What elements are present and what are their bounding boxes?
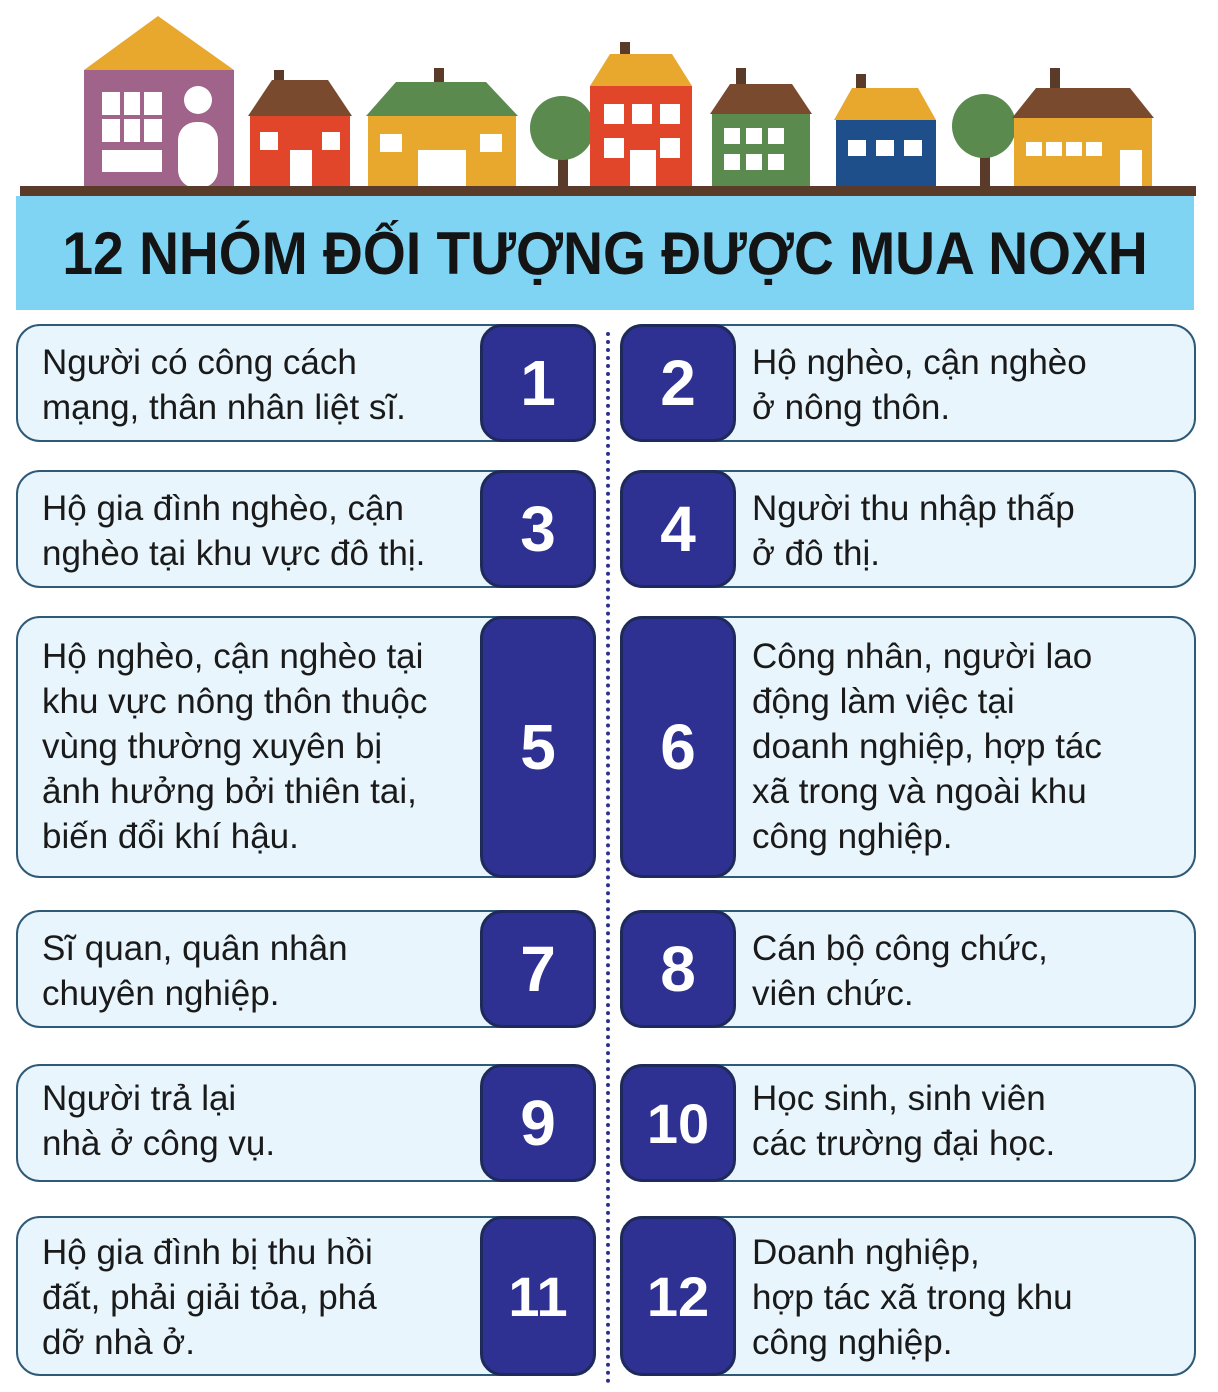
item-number-badge: 5	[480, 616, 596, 878]
item-number-badge: 8	[620, 910, 736, 1028]
item-number-badge: 3	[480, 470, 596, 588]
item-number-badge: 1	[480, 324, 596, 442]
item-text: Hộ gia đình nghèo, cận nghèo tại khu vực đô thị.	[42, 489, 426, 573]
houses-illustration	[0, 0, 1218, 200]
item-text: Công nhân, người lao động làm việc tại doanh nghiệp, hợp tác xã trong và ngoài khu công nghiệp.	[752, 637, 1102, 856]
ground-line	[20, 186, 1196, 196]
center-divider	[606, 332, 610, 1384]
house-red-tall-icon	[590, 42, 692, 188]
item-text: Hộ nghèo, cận nghèo tại khu vực nông thôn thuộc vùng thường xuyên bị ảnh hưởng bởi thiên tai, biến đổi khí hậu.	[42, 637, 428, 856]
item-text: Người trả lại nhà ở công vụ.	[42, 1079, 276, 1163]
item-number-badge: 11	[480, 1216, 596, 1376]
item-text: Hộ nghèo, cận nghèo ở nông thôn.	[752, 343, 1087, 427]
item-text: Doanh nghiệp, hợp tác xã trong khu công nghiệp.	[752, 1233, 1073, 1362]
item-number-badge: 4	[620, 470, 736, 588]
tree-icon	[952, 94, 1016, 188]
page-title: 12 NHÓM ĐỐI TƯỢNG ĐƯỢC MUA NOXH	[62, 219, 1148, 287]
item-number-badge: 6	[620, 616, 736, 878]
item-number-badge: 2	[620, 324, 736, 442]
house-red-icon	[248, 70, 352, 188]
house-green-icon	[710, 68, 812, 188]
item-text: Người thu nhập thấp ở đô thị.	[752, 489, 1075, 573]
item-text: Học sinh, sinh viên các trường đại học.	[752, 1079, 1056, 1163]
item-number-badge: 12	[620, 1216, 736, 1376]
house-green-roof-icon	[366, 68, 518, 188]
house-yellow-icon	[1012, 68, 1154, 188]
item-text: Sĩ quan, quân nhân chuyên nghiệp.	[42, 929, 348, 1013]
item-text: Cán bộ công chức, viên chức.	[752, 929, 1048, 1013]
item-number-badge: 7	[480, 910, 596, 1028]
item-text: Người có công cách mạng, thân nhân liệt sĩ.	[42, 343, 406, 427]
tree-icon	[530, 96, 594, 188]
house-blue-icon	[834, 74, 936, 188]
item-number-badge: 9	[480, 1064, 596, 1182]
item-text: Hộ gia đình bị thu hồi đất, phải giải tỏa, phá dỡ nhà ở.	[42, 1233, 377, 1362]
item-number-badge: 10	[620, 1064, 736, 1182]
house-purple-icon	[84, 16, 234, 188]
